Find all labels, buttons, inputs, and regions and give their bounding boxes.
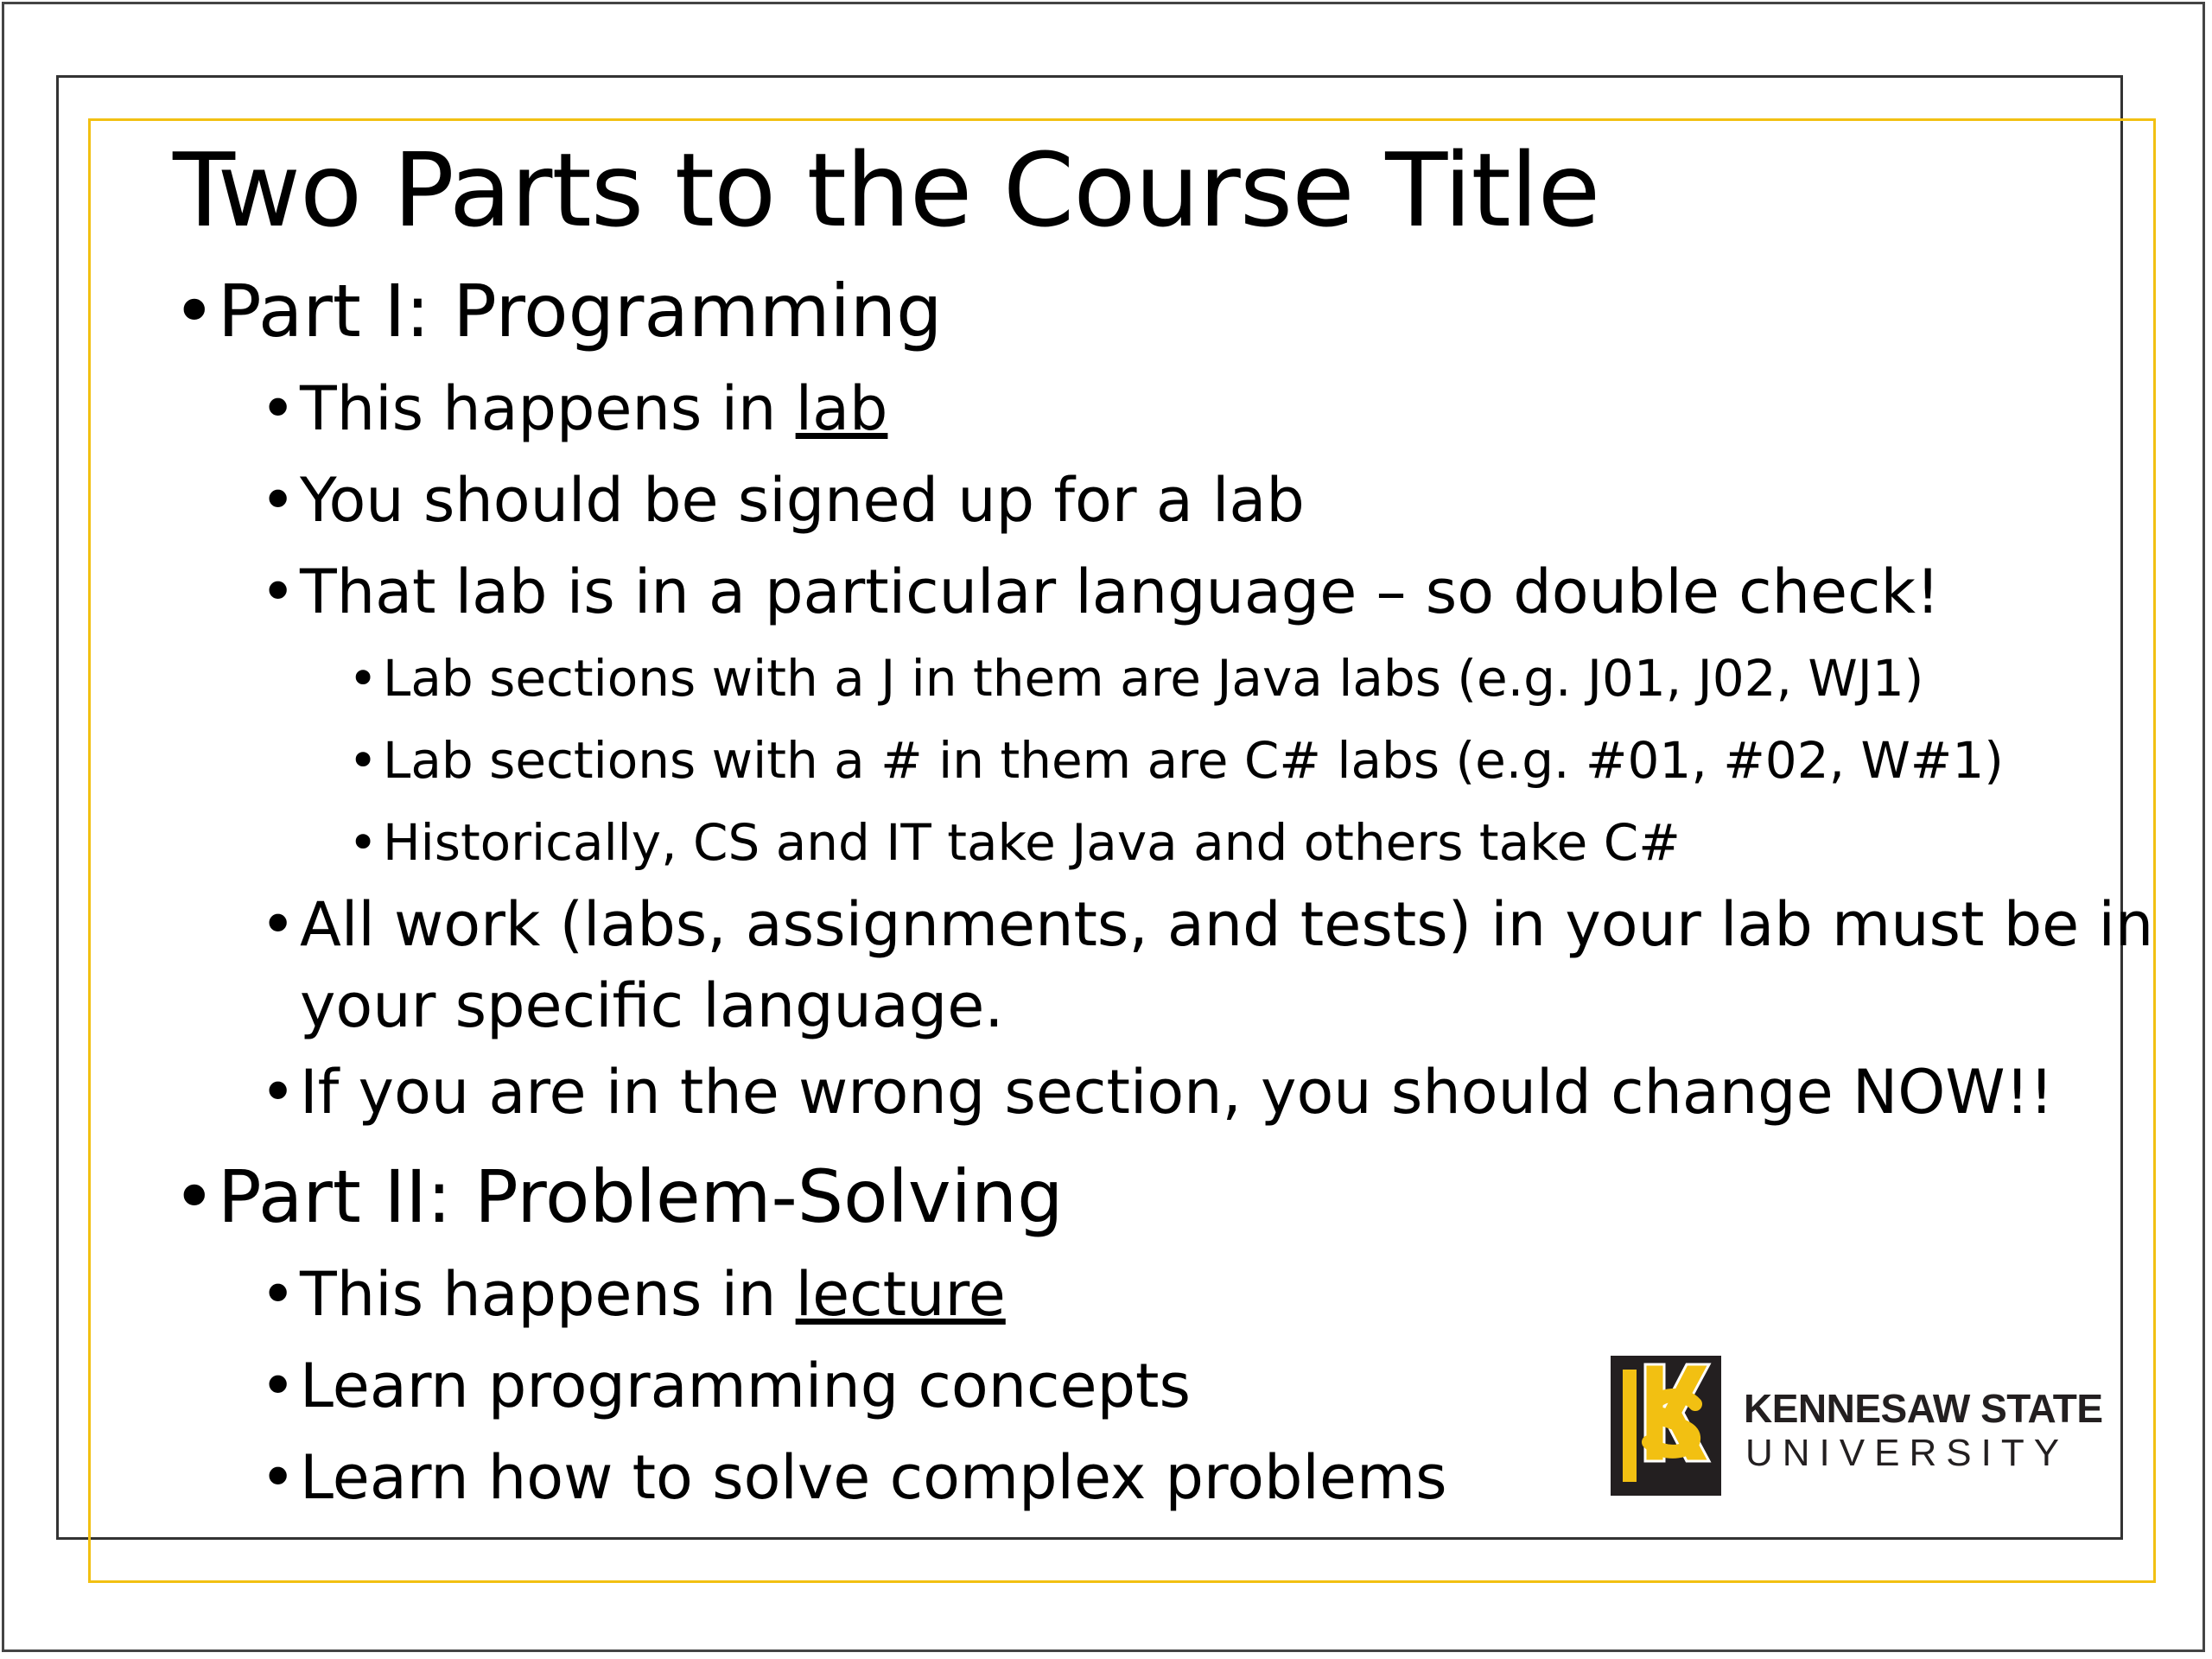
lecture-underlined-word: lecture xyxy=(795,1259,1006,1330)
kennesaw-state-logo xyxy=(1605,1352,2103,1508)
historically-text: Historically, CS and IT take Java and others take C# xyxy=(383,813,1681,872)
part-one-bullet xyxy=(173,259,2074,363)
slide-body xyxy=(173,259,2154,1523)
csharp-labs-text: Lab sections with a # in them are C# labs (e.g. #01, #02, W#1) xyxy=(383,731,2004,790)
concepts-text: Learn programming concepts xyxy=(300,1351,1191,1421)
java-labs-text: Lab sections with a J in them are Java labs (e.g. J01, J02, WJ1) xyxy=(383,649,1924,708)
signup-text: You should be signed up for a lab xyxy=(300,465,1305,536)
all-work-text: All work (labs, assignments, and tests) in your lab must be in your specific language. xyxy=(300,889,2154,1041)
bullet-icon: • xyxy=(260,373,296,444)
language-bullet xyxy=(260,546,2074,638)
bullet-icon: • xyxy=(173,269,216,353)
bullet-icon: • xyxy=(260,556,296,627)
wrong-section-bullet xyxy=(260,1046,2074,1138)
csharp-labs-bullet xyxy=(348,720,2074,802)
java-labs-bullet xyxy=(348,638,2074,720)
logo-name: KENNESAW STATE xyxy=(1744,1386,2103,1431)
bullet-icon: • xyxy=(348,813,378,872)
signup-bullet xyxy=(260,454,2074,546)
language-text: That lab is in a particular language – so double check! xyxy=(300,556,1941,627)
bullet-icon: • xyxy=(260,1057,296,1128)
ks-monogram-icon xyxy=(1605,1352,1726,1499)
bullet-icon: • xyxy=(173,1154,216,1239)
part-one-label: Part I: Programming xyxy=(218,269,943,353)
bullet-icon: • xyxy=(348,731,378,790)
lecture-location-text: This happens in xyxy=(300,1259,796,1330)
slide-title: Two Parts to the Course Title xyxy=(173,130,1600,250)
bullet-icon: • xyxy=(260,465,296,536)
part-two-bullet xyxy=(173,1145,2074,1249)
wrong-section-text: If you are in the wrong section, you should change NOW!! xyxy=(300,1057,2054,1128)
lab-location-text: This happens in xyxy=(300,373,796,444)
bullet-icon: • xyxy=(260,1351,296,1421)
bullet-icon: • xyxy=(348,649,378,708)
lecture-location-bullet xyxy=(260,1249,2074,1340)
part-two-label: Part II: Problem-Solving xyxy=(218,1154,1064,1239)
lab-underlined-word: lab xyxy=(795,373,888,444)
complex-problems-text: Learn how to solve complex problems xyxy=(300,1442,1447,1513)
bullet-icon: • xyxy=(260,1442,296,1513)
lab-location-bullet xyxy=(260,363,2074,454)
logo-subtitle: UNIVERSITY xyxy=(1745,1432,2069,1474)
historically-bullet xyxy=(348,802,2074,884)
bullet-icon: • xyxy=(260,1259,296,1330)
all-work-bullet xyxy=(260,884,2201,1046)
bullet-icon: • xyxy=(260,889,296,960)
